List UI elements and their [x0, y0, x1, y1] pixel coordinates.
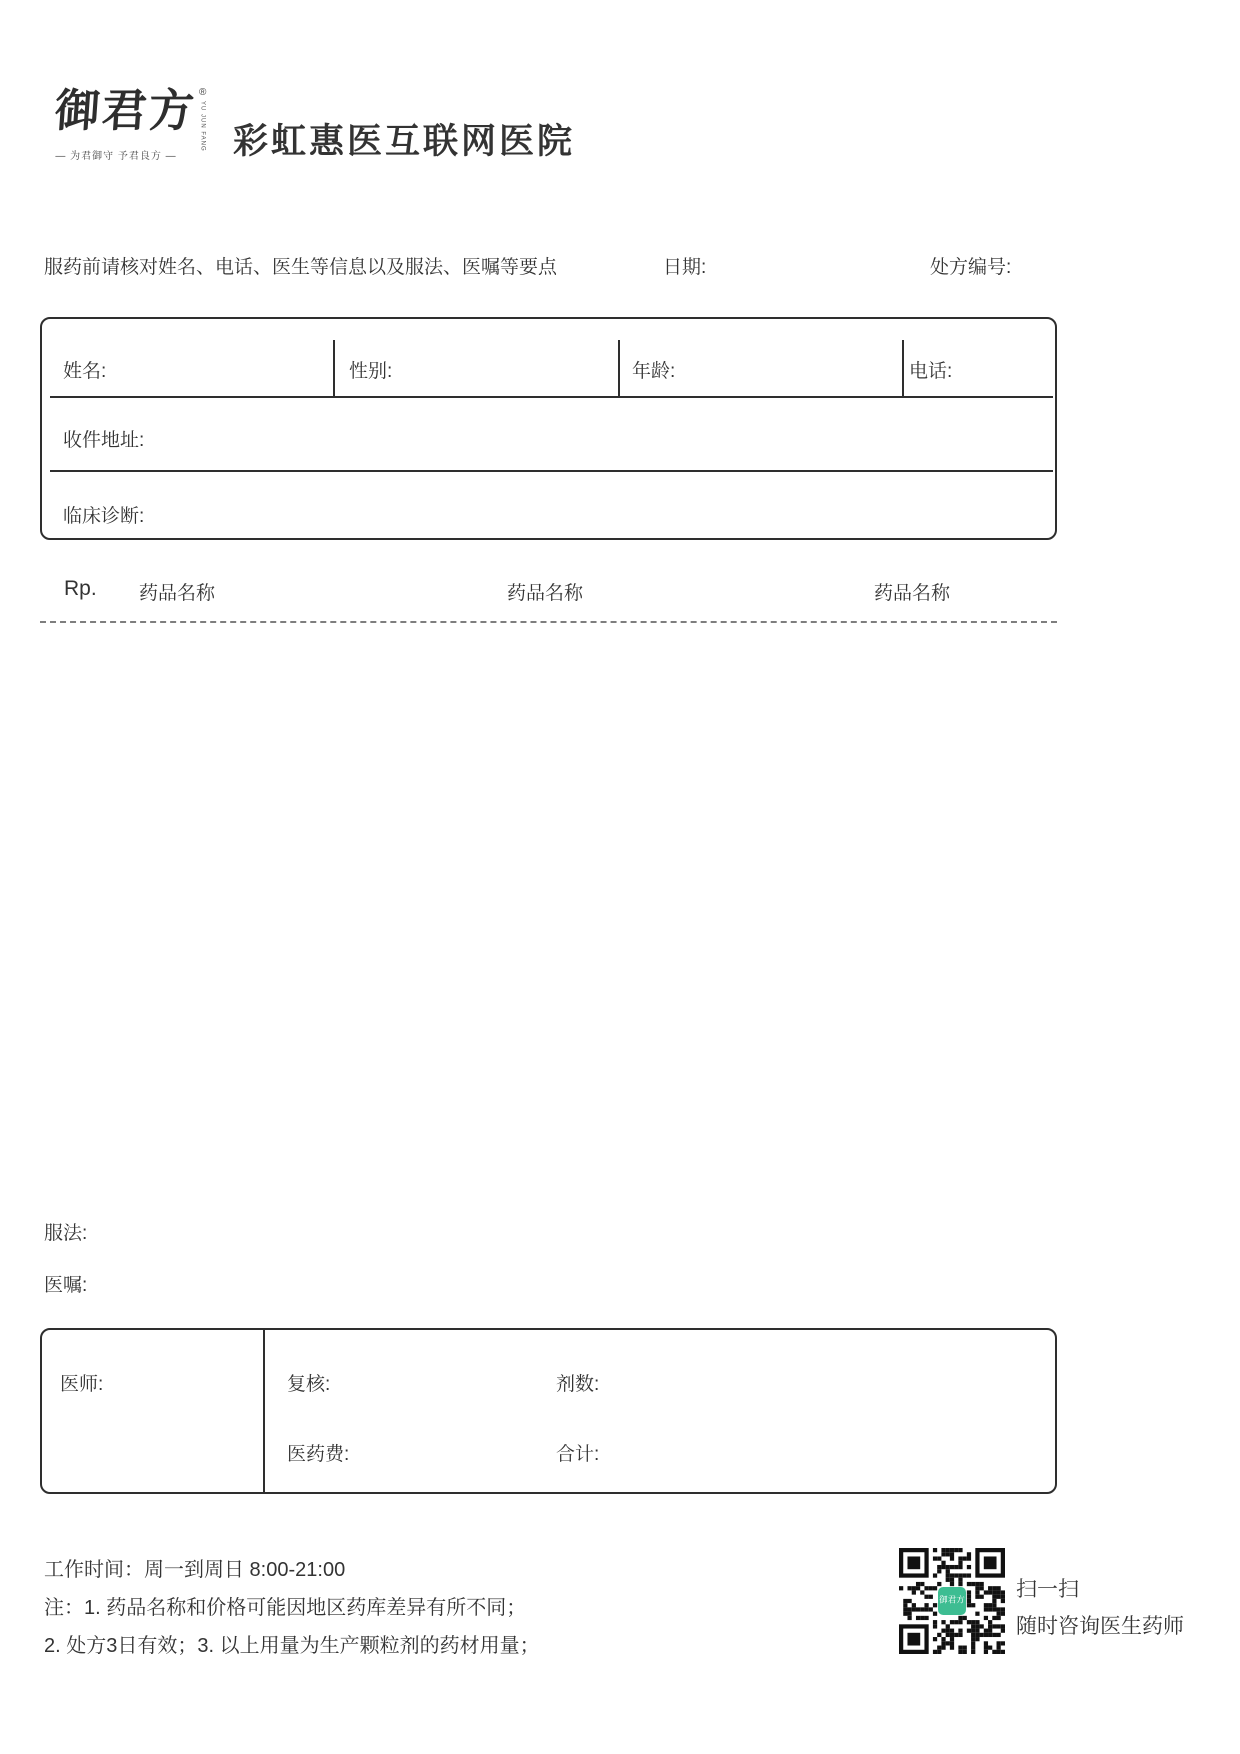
svg-text:御君方: 御君方: [939, 1594, 965, 1605]
rp-label: Rp.: [64, 577, 97, 600]
phone-label: 电话:: [909, 361, 953, 382]
brand-tagline: — 为君御守 予君良方 —: [55, 151, 177, 162]
hospital-title: 彩虹惠医互联网医院: [233, 122, 576, 161]
items-dashed-divider: [40, 621, 1057, 623]
address-label: 收件地址:: [63, 430, 145, 451]
advice-label: 医嘱:: [44, 1275, 88, 1296]
cell-divider: [618, 340, 620, 398]
registered-mark-icon: ®: [199, 87, 207, 98]
brand-logo-pinyin: YU JUN FANG: [199, 101, 206, 152]
rx-number-label: 处方编号:: [930, 257, 1012, 278]
gender-label: 性别:: [349, 361, 393, 382]
dose-count-label: 剂数:: [556, 1374, 600, 1395]
cell-divider: [263, 1330, 265, 1492]
qr-code: [899, 1548, 1005, 1654]
cell-divider: [333, 340, 335, 398]
note-line-2: 2. 处方3日有效；3. 以上用量为生产颗粒剂的药材用量；: [44, 1635, 540, 1657]
qr-caption-scan: 扫一扫: [1016, 1578, 1079, 1601]
row-divider: [50, 396, 1053, 398]
name-label: 姓名:: [63, 361, 107, 382]
age-label: 年龄:: [632, 361, 676, 382]
total-label: 合计:: [556, 1444, 600, 1465]
patient-info-box: [40, 317, 1057, 540]
drug-name-header-2: 药品名称: [507, 583, 584, 604]
note-line-1: 注：1. 药品名称和价格可能因地区药库差异有所不同；: [44, 1597, 527, 1619]
date-label: 日期:: [663, 257, 707, 278]
drug-name-header-1: 药品名称: [139, 583, 216, 604]
fee-label: 医药费:: [287, 1444, 350, 1465]
brand-logo-text: 御君方: [53, 84, 198, 137]
usage-label: 服法:: [44, 1223, 88, 1244]
work-time-note: 工作时间：周一到周日 8:00-21:00: [44, 1559, 346, 1581]
review-label: 复核:: [287, 1374, 331, 1395]
doctor-label: 医师:: [60, 1374, 104, 1395]
qr-caption-consult: 随时咨询医生药师: [1016, 1615, 1184, 1638]
cell-divider: [902, 340, 904, 398]
drug-name-header-3: 药品名称: [874, 583, 951, 604]
row-divider: [50, 470, 1053, 472]
diagnosis-label: 临床诊断:: [63, 506, 145, 527]
signature-box: [40, 1328, 1057, 1494]
pre-check-notice: 服药前请核对姓名、电话、医生等信息以及服法、医嘱等要点: [44, 257, 558, 278]
brand-logo: [53, 84, 207, 152]
